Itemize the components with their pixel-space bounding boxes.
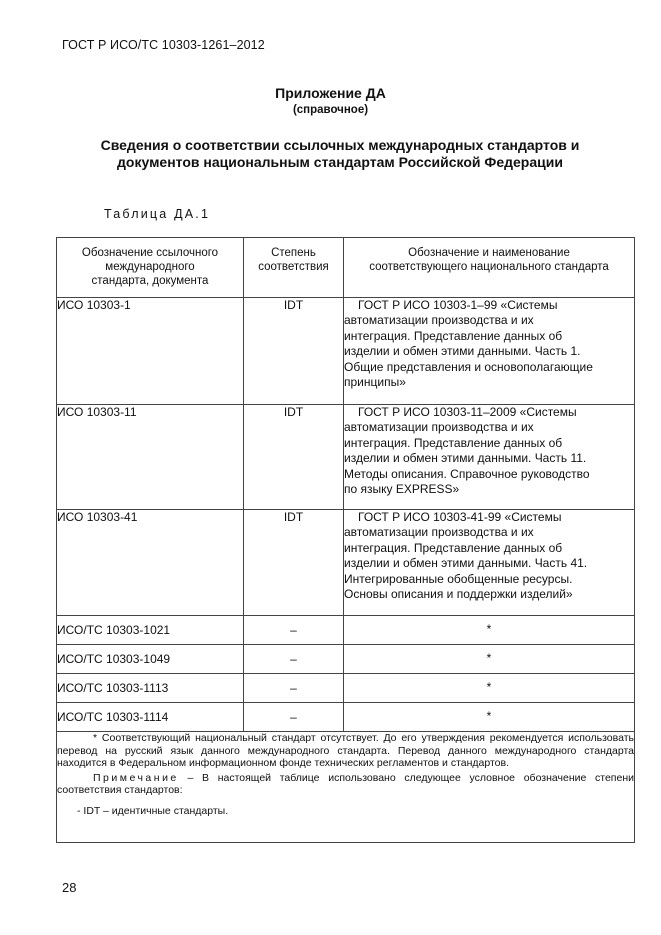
annex-heading — [40, 137, 640, 171]
header-national-standard: Обозначение и наименование соответствующего национального стандарта — [344, 238, 635, 298]
correspondence-table — [56, 237, 635, 843]
degree-cell: – — [244, 645, 344, 674]
national-standard-cell: ГОСТ Р ИСО 10303-1–99 «Системы автоматизации производства и их интеграция. Представление данных об изделии и обмен этими данными. Часть 1. Общие представления и основополагающие принципы» — [344, 298, 635, 405]
degree-cell: IDT — [244, 298, 344, 405]
reference-cell: ИСО 10303-41 — [57, 510, 244, 616]
table-row — [57, 616, 635, 645]
national-standard-cell: * — [344, 703, 635, 732]
table-row — [57, 298, 635, 405]
table-row — [57, 703, 635, 732]
national-standard-cell: ГОСТ Р ИСО 10303-41-99 «Системы автоматизации производства и их интеграция. Представление данных об изделии и обмен этими данными. Часть 41. Интегрированные обобщенные ресурсы. Основы описания и поддержки изделий» — [344, 510, 635, 616]
national-standard-cell: * — [344, 616, 635, 645]
table-row — [57, 405, 635, 510]
degree-cell: – — [244, 703, 344, 732]
degree-cell: – — [244, 616, 344, 645]
table-row — [57, 674, 635, 703]
degree-cell: IDT — [244, 405, 344, 510]
national-standard-cell: * — [344, 645, 635, 674]
header-degree: Степень соответствия — [244, 238, 344, 298]
degree-cell: IDT — [244, 510, 344, 616]
national-standard-cell: ГОСТ Р ИСО 10303-11–2009 «Системы автоматизации производства и их интеграция. Представление данных об изделии и обмен этими данными. Часть 11. Методы описания. Справочное руководство по языку EXPRESS» — [344, 405, 635, 510]
national-standard-cell: * — [344, 674, 635, 703]
degree-cell: – — [244, 674, 344, 703]
reference-cell: ИСО/ТС 10303-1114 — [57, 703, 244, 732]
annex-title: Приложение ДА — [275, 85, 386, 101]
table-row — [57, 510, 635, 616]
header-reference-standard: Обозначение ссылочного международного стандарта, документа — [57, 238, 244, 298]
table-notes-row — [57, 732, 635, 843]
reference-cell: ИСО 10303-1 — [57, 298, 244, 405]
reference-cell: ИСО/ТС 10303-1113 — [57, 674, 244, 703]
note-label: Примечание — [93, 771, 179, 784]
document-header: ГОСТ Р ИСО/ТС 10303-1261–2012 — [62, 38, 265, 52]
table-label: Таблица ДА.1 — [104, 207, 211, 221]
idt-definition: - IDT – идентичные стандарты. — [77, 804, 229, 817]
reference-cell: ИСО 10303-11 — [57, 405, 244, 510]
reference-cell: ИСО/ТС 10303-1021 — [57, 616, 244, 645]
annex-heading-line: документов национальным стандартам Российской Федерации — [117, 154, 563, 170]
table-row — [57, 645, 635, 674]
note — [57, 772, 634, 797]
annex-heading-line: Сведения о соответствии ссылочных международных стандартов и — [100, 137, 580, 153]
notes-cell — [57, 732, 635, 843]
reference-cell: ИСО/ТС 10303-1049 — [57, 645, 244, 674]
footnote: * Соответствующий национальный стандарт отсутствует. До его утверждения рекомендуется использовать перевод на русский язык данного международного стандарта. Перевод данного международного стандарта находится в Федеральном информационном фонде технических регламентов и стандартов. — [57, 732, 634, 770]
annex-subtitle: (справочное) — [292, 104, 369, 116]
page-number: 28 — [62, 880, 77, 895]
table-header-row — [57, 238, 635, 298]
note-text: – В настоящей таблице использовано следующее условное обозначение степени соответствия стандартов: — [57, 771, 634, 797]
